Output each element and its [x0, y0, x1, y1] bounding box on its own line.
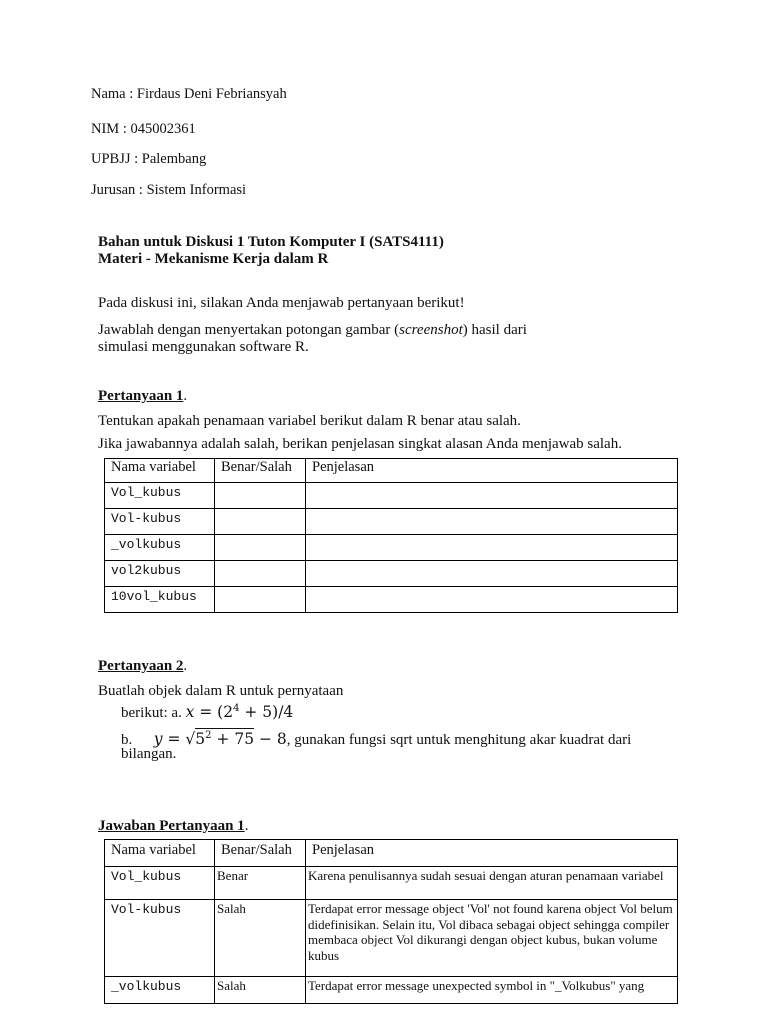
variable-name-cell: _volkubus — [105, 977, 215, 1004]
table-row — [105, 587, 678, 613]
eq-a-rest: + 5)/4 — [239, 703, 294, 722]
table-row — [105, 977, 678, 1004]
question-1-heading-text: Pertanyaan 1 — [98, 388, 184, 404]
table-row — [105, 509, 678, 535]
eq-a-exp: 4 — [233, 703, 240, 714]
part-b-text: , gunakan fungsi sqrt untuk menghitung akar kuadrat dari — [286, 732, 632, 749]
table-header-row — [105, 459, 678, 483]
header-cell: Penjelasan — [306, 840, 678, 867]
eq-b-radicand — [195, 728, 254, 748]
question-2-part-b — [121, 727, 631, 749]
sqrt-icon: √ — [185, 730, 196, 749]
question-1-text-2: Jika jawabannya adalah salah, berikan penjelasan singkat alasan Anda menjawab salah. — [98, 436, 622, 452]
answer-cell[interactable] — [215, 509, 306, 535]
part-a-label: berikut: a. — [121, 705, 182, 722]
table-row — [105, 867, 678, 900]
explanation-cell: Karena penulisannya sudah sesuai dengan aturan penamaan variabel — [306, 867, 678, 900]
intro-p2-post: ) hasil dari — [462, 322, 527, 338]
eq-b-lhs: y — [153, 730, 163, 749]
variable-name-cell: _volkubus — [105, 535, 215, 561]
equation-a — [186, 703, 294, 721]
answer-1-heading-text: Jawaban Pertanyaan 1 — [98, 818, 245, 834]
eq-b-eq: = — [162, 730, 186, 749]
table-row — [105, 900, 678, 977]
intro-paragraph-2 — [98, 321, 527, 339]
eq-a-open: = (2 — [194, 703, 234, 722]
question-2-text: Buatlah objek dalam R untuk pernyataan — [98, 683, 344, 699]
question-1-heading — [98, 387, 187, 405]
eq-b-under-rest: + 75 — [211, 730, 255, 749]
header-cell: Nama variabel — [105, 840, 215, 867]
question-1-heading-dot: . — [183, 388, 188, 404]
explanation-cell[interactable] — [306, 561, 678, 587]
eq-b-tail: − 8 — [254, 730, 287, 749]
variable-name-cell: Vol-kubus — [105, 509, 215, 535]
explanation-cell[interactable] — [306, 509, 678, 535]
student-nim: NIM : 045002361 — [91, 121, 196, 137]
part-b-label: b. — [121, 732, 133, 749]
intro-p2-pre: Jawablah dengan menyertakan potongan gambar ( — [98, 322, 400, 338]
header-cell: Benar/Salah — [215, 840, 306, 867]
answer-cell[interactable] — [215, 483, 306, 509]
explanation-cell: Terdapat error message unexpected symbol in "_Volkubus" yang — [306, 977, 678, 1004]
table-row — [105, 561, 678, 587]
answer-cell[interactable] — [215, 535, 306, 561]
answer-cell: Salah — [215, 977, 306, 1004]
question-1-text-1: Tentukan apakah penamaan variabel berikut dalam R benar atau salah. — [98, 413, 521, 429]
answer-cell: Salah — [215, 900, 306, 977]
intro-paragraph-1: Pada diskusi ini, silakan Anda menjawab pertanyaan berikut! — [98, 295, 465, 311]
student-upbjj: UPBJJ : Palembang — [91, 151, 207, 167]
variable-name-cell: Vol-kubus — [105, 900, 215, 977]
intro-paragraph-2-line2: simulasi menggunakan software R. — [98, 339, 309, 355]
variable-name-cell: 10vol_kubus — [105, 587, 215, 613]
explanation-cell[interactable] — [306, 587, 678, 613]
header-cell: Benar/Salah — [215, 459, 306, 483]
table-header-row — [105, 840, 678, 867]
answer-cell[interactable] — [215, 561, 306, 587]
variable-name-cell: vol2kubus — [105, 561, 215, 587]
question-2-part-a — [121, 700, 293, 722]
document-title: Bahan untuk Diskusi 1 Tuton Komputer I (SATS4111) — [98, 234, 444, 250]
table-row — [105, 483, 678, 509]
eq-a-lhs: x — [185, 703, 195, 722]
question-2-heading — [98, 657, 187, 675]
explanation-cell[interactable] — [306, 535, 678, 561]
answer-cell[interactable] — [215, 587, 306, 613]
eq-b-base: 5 — [195, 730, 206, 749]
question-1-table — [104, 458, 678, 613]
answer-1-heading — [98, 817, 248, 835]
eq-b-exp: 2 — [205, 730, 212, 741]
answer-cell: Benar — [215, 867, 306, 900]
question-2-heading-text: Pertanyaan 2 — [98, 658, 184, 674]
explanation-cell: Terdapat error message object 'Vol' not found karena object Vol belum didefinisikan. Selain itu, Vol dibaca sebagai object sehingga compiler membaca object Vol dikurangi dengan object kubus, bukan volume kubus — [306, 900, 678, 977]
intro-p2-em: screenshot — [399, 322, 463, 338]
header-cell: Penjelasan — [306, 459, 678, 483]
explanation-cell[interactable] — [306, 483, 678, 509]
student-jurusan: Jurusan : Sistem Informasi — [91, 182, 247, 198]
question-2-heading-dot: . — [183, 658, 188, 674]
header-cell: Nama variabel — [105, 459, 215, 483]
variable-name-cell: Vol_kubus — [105, 483, 215, 509]
answer-1-table — [104, 839, 678, 1004]
question-2-part-b-line2: bilangan. — [121, 746, 177, 762]
student-name: Nama : Firdaus Deni Febriansyah — [91, 86, 287, 102]
document-subtitle: Materi - Mekanisme Kerja dalam R — [98, 251, 329, 267]
table-row — [105, 535, 678, 561]
variable-name-cell: Vol_kubus — [105, 867, 215, 900]
answer-1-heading-dot: . — [244, 818, 249, 834]
